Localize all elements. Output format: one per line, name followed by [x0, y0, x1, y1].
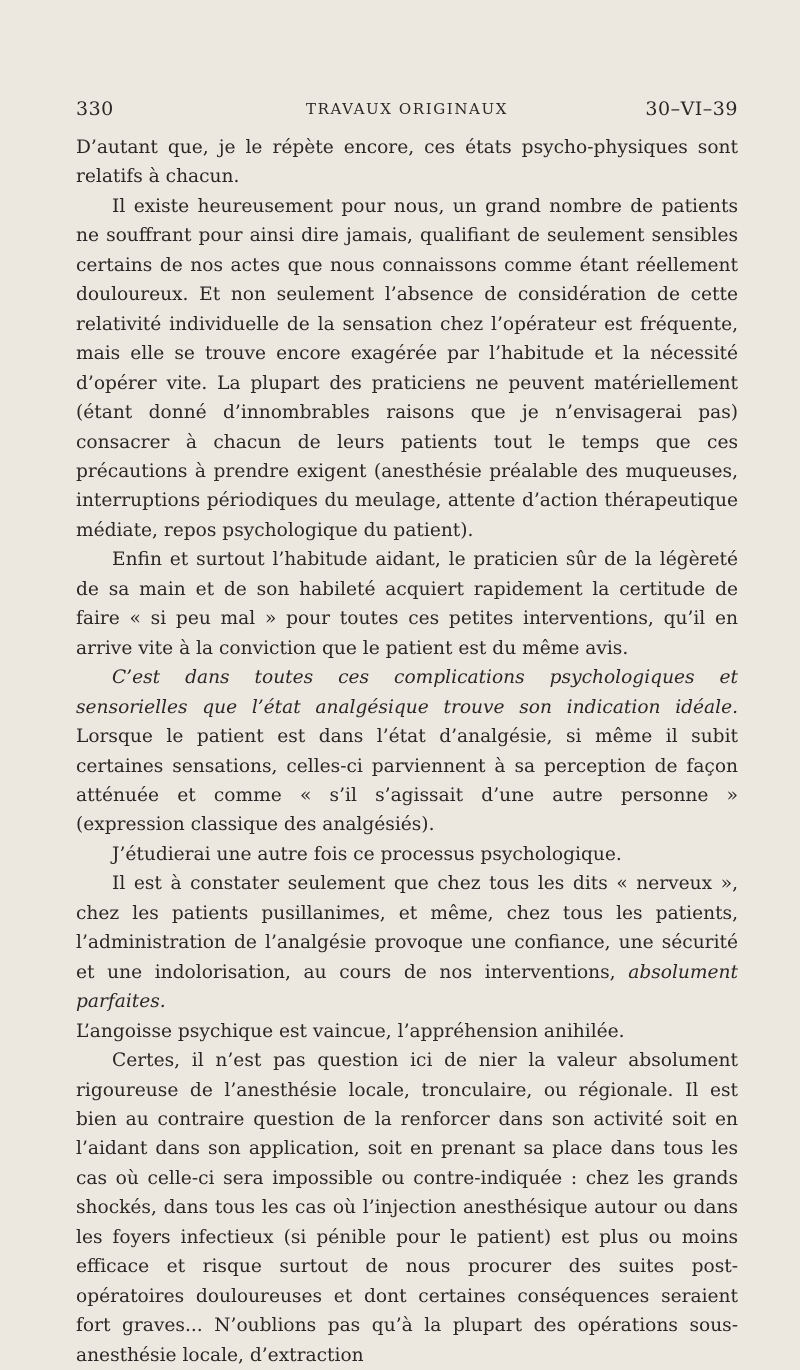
paragraph-text: J’étudierai une autre fois ce processus psychologique.	[112, 843, 622, 865]
paragraph-text: L’angoisse psychique est vaincue, l’appréhension anihilée.	[76, 1020, 625, 1042]
section-title: TRAVAUX ORIGINAUX	[305, 100, 509, 118]
paragraph	[76, 192, 738, 545]
paragraph-text: Lorsque le patient est dans l’état d’analgésie, si même il subit certaines sensations, celles-ci parviennent à sa perception de façon atténuée et comme « s’il s’agissait d’une autre personne » (expression classique des analgésiés).	[76, 726, 738, 836]
paragraph-text: Enfin et surtout l’habitude aidant, le praticien sûr de la légèreté de sa main et de son habileté acquiert rapidement la certitude de faire « si peu mal » pour toutes ces petites interventions, qu’il en arrive vite à la conviction que le patient est du même avis.	[76, 549, 738, 659]
paragraph	[76, 133, 738, 192]
paragraph	[76, 663, 738, 840]
paragraph-text: Il existe heureusement pour nous, un grand nombre de patients ne souffrant pour ainsi dire jamais, qualifiant de seulement sensibles certains de nos actes que nous connaissons comme étant réellement douloureux. Et non seulement l’absence de considération de cette relativité individuelle de la sensation chez l’opérateur est fréquente, mais elle se trouve encore exagérée par l’habitude et la nécessité d’opérer vite. La plupart des praticiens ne peuvent matériellement (étant donné d’innombrables raisons que je n’envisagerai pas) consacrer à chacun de leurs patients tout le temps que ces précautions à prendre exigent (anesthésie préalable des muqueuses, interruptions périodiques du meulage, attente d’action thérapeutique médiate, repos psychologique du patient).	[76, 195, 738, 541]
paragraph	[76, 1017, 738, 1046]
paragraph	[76, 840, 738, 869]
paragraph	[76, 1046, 738, 1370]
italic-emphasis: absolument parfaites.	[76, 961, 738, 1013]
running-head	[76, 92, 738, 126]
paragraph-text: Certes, il n’est pas question ici de nier la valeur absolument rigoureuse de l’anesthésie locale, tronculaire, ou régionale. Il est bien au contraire question de la renforcer dans son activité soit en l’aidant dans son application, soit en prenant sa place dans tous les cas où celle-ci sera impossible ou contre-indiquée : chez les grands shockés, dans tous les cas où l’injection anesthésique autour ou dans les foyers infectieux (si pénible pour le patient) est plus ou moins efficace et risque surtout de nous procurer des suites post-opératoires douloureuses et dont certaines conséquences seraient fort graves... N’oublions pas qu’à la plupart des opérations sous-anesthésie locale, d’extraction	[76, 1050, 738, 1366]
page-number: 330	[76, 98, 114, 120]
paragraph	[76, 869, 738, 1016]
italic-lead-sentence: C’est dans toutes ces complications psychologiques et sensorielles que l’état analgésique trouve son indication idéale.	[76, 667, 738, 718]
paragraph-text: Il est à constater seulement que chez tous les dits « nerveux », chez les patients pusillanimes, et même, chez tous les patients, l’administration de l’analgésie provoque une confiance, une sécurité et une indolorisation, au cours de nos interventions,	[76, 873, 738, 983]
paragraph-text: D’autant que, je le répète encore, ces états psycho-physiques sont relatifs à chacun.	[76, 137, 738, 188]
issue-date: 30–VI–39	[645, 98, 738, 120]
paragraph	[76, 545, 738, 663]
body-text	[76, 133, 738, 1370]
